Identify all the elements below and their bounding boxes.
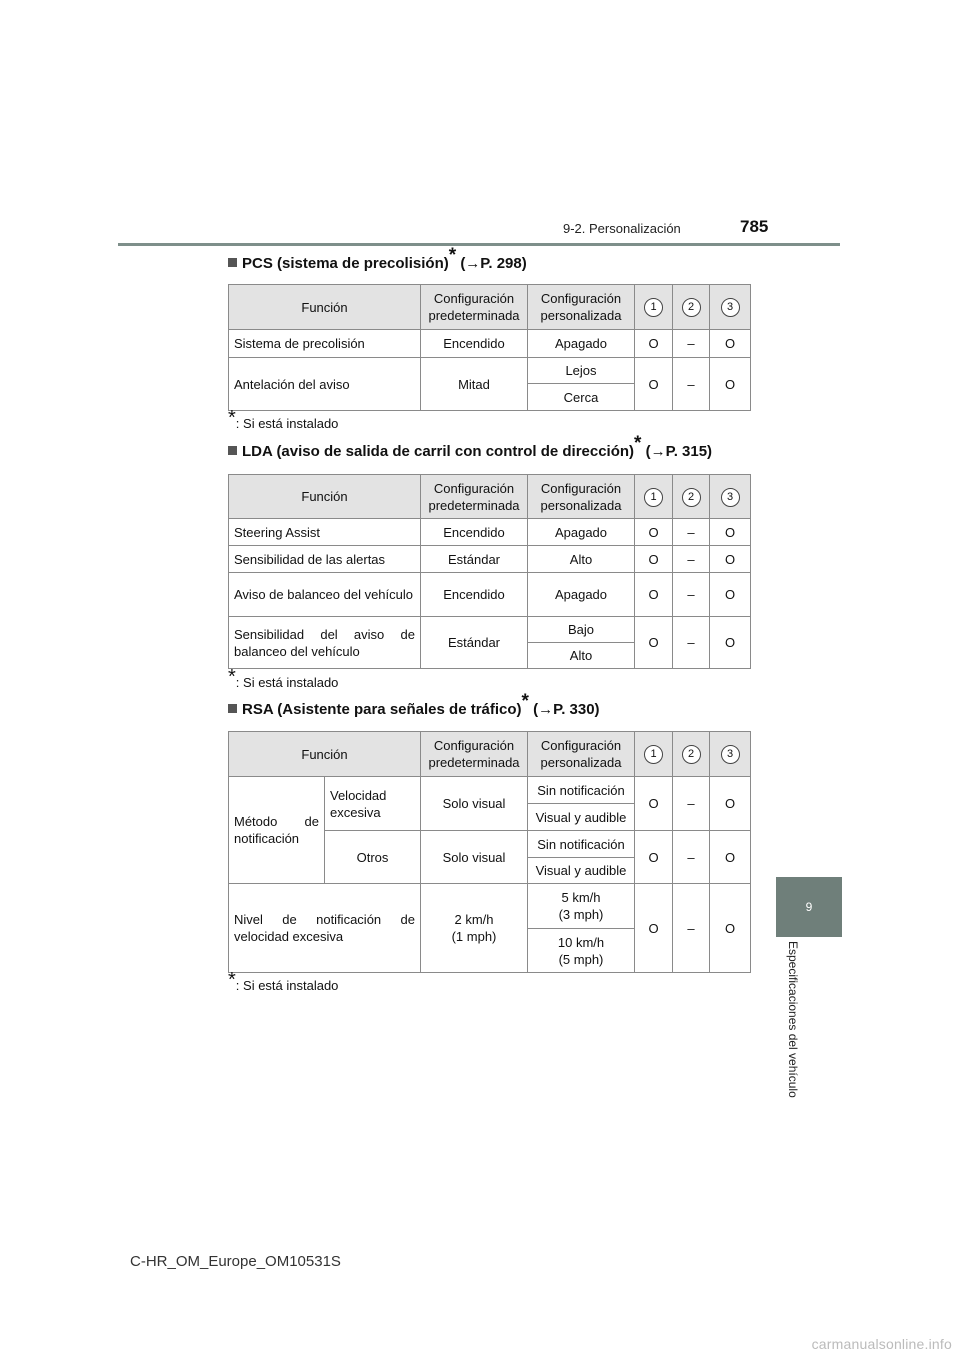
footnote-text: : Si está instalado <box>235 978 339 993</box>
table-header-row <box>229 475 751 519</box>
cell-funcion: Aviso de balanceo del vehículo <box>229 573 421 617</box>
cell-c2: – <box>673 884 710 973</box>
col-3 <box>710 475 751 519</box>
rsa-table <box>228 731 751 973</box>
cell-custom <box>528 884 635 929</box>
cell-custom: Apagado <box>528 330 635 358</box>
cell-custom: Alto <box>528 643 635 669</box>
cell-custom: Alto <box>528 546 635 573</box>
col-default: Configuración predeterminada <box>421 732 528 777</box>
cell-c3: O <box>710 358 751 411</box>
col-2 <box>673 475 710 519</box>
cell-subfuncion: Otros <box>325 831 421 884</box>
circled-1-icon: 1 <box>644 298 663 317</box>
circled-1-icon: 1 <box>644 488 663 507</box>
table-row <box>229 519 751 546</box>
page-reference: (→P. 330) <box>533 701 600 718</box>
cell-funcion: Sensibilidad del aviso de balanceo del vehículo <box>229 617 421 669</box>
custom-line-2: (3 mph) <box>558 907 604 922</box>
table-row <box>229 617 751 643</box>
chapter-tab: 9 <box>776 877 842 937</box>
cell-c3: O <box>710 777 751 831</box>
asterisk-icon: * <box>521 691 529 712</box>
col-funcion: Función <box>229 475 421 519</box>
cell-c1: O <box>635 777 673 831</box>
table-row <box>229 546 751 573</box>
cell-custom: Apagado <box>528 573 635 617</box>
circled-3-icon: 3 <box>721 298 740 317</box>
cell-default: Mitad <box>421 358 528 411</box>
table-header-row <box>229 285 751 330</box>
cell-default: Solo visual <box>421 831 528 884</box>
asterisk-icon: * <box>228 969 236 991</box>
table-row <box>229 358 751 384</box>
cell-funcion: Antelación del aviso <box>229 358 421 411</box>
cell-c1: O <box>635 358 673 411</box>
lda-table <box>228 474 751 669</box>
footnote-text: : Si está instalado <box>235 675 339 690</box>
cell-custom: Visual y audible <box>528 804 635 831</box>
circled-2-icon: 2 <box>682 745 701 764</box>
table-row <box>229 330 751 358</box>
custom-line-2: (5 mph) <box>558 951 604 967</box>
section-title-text: LDA (aviso de salida de carril con control de dirección) <box>242 443 635 460</box>
cell-funcion: Nivel de notificación de velocidad excesiva <box>229 884 421 973</box>
pcs-table <box>228 284 751 411</box>
cell-custom: Visual y audible <box>528 858 635 884</box>
cell-custom <box>528 929 635 973</box>
section-header: 9-2. Personalización <box>563 221 681 236</box>
cell-custom: Sin notificación <box>528 777 635 804</box>
cell-custom: Lejos <box>528 358 635 384</box>
cell-c1: O <box>635 884 673 973</box>
cell-default: Encendido <box>421 519 528 546</box>
chapter-label-text: Especificaciones del vehículo <box>786 941 800 1098</box>
cell-c2: – <box>673 546 710 573</box>
cell-c2: – <box>673 519 710 546</box>
col-2 <box>673 732 710 777</box>
custom-line-1: 10 km/h <box>557 934 605 950</box>
bullet-square-icon <box>228 704 237 713</box>
table-row <box>229 573 751 617</box>
cell-custom: Cerca <box>528 384 635 411</box>
cell-funcion: Sensibilidad de las alertas <box>229 546 421 573</box>
col-funcion: Función <box>229 285 421 330</box>
circled-2-icon: 2 <box>682 488 701 507</box>
table-row <box>229 884 751 929</box>
footer-doc-code: C-HR_OM_Europe_OM10531S <box>130 1253 341 1270</box>
cell-c3: O <box>710 617 751 669</box>
cell-c2: – <box>673 573 710 617</box>
cell-c3: O <box>710 519 751 546</box>
footnote <box>228 666 339 690</box>
col-1 <box>635 475 673 519</box>
cell-c2: – <box>673 358 710 411</box>
cell-custom: Bajo <box>528 617 635 643</box>
col-2 <box>673 285 710 330</box>
circled-1-icon: 1 <box>644 745 663 764</box>
cell-funcion: Steering Assist <box>229 519 421 546</box>
col-default: Configuración predeterminada <box>421 285 528 330</box>
col-3 <box>710 732 751 777</box>
header-rule <box>118 243 840 246</box>
cell-c1: O <box>635 617 673 669</box>
cell-c1: O <box>635 573 673 617</box>
default-line-2: (1 mph) <box>451 929 497 944</box>
page-number: 785 <box>740 217 769 236</box>
cell-c1: O <box>635 546 673 573</box>
col-custom: Configuración personalizada <box>528 732 635 777</box>
col-1 <box>635 285 673 330</box>
page-reference: (→P. 298) <box>460 255 527 272</box>
cell-c3: O <box>710 573 751 617</box>
cell-c2: – <box>673 330 710 358</box>
col-1 <box>635 732 673 777</box>
circled-2-icon: 2 <box>682 298 701 317</box>
custom-line-1: 5 km/h <box>561 890 601 905</box>
asterisk-icon: * <box>228 666 236 688</box>
section-title-text: RSA (Asistente para señales de tráfico) <box>242 701 522 718</box>
chapter-label <box>786 941 808 1121</box>
footnote <box>228 969 339 993</box>
section-title-lda <box>228 433 713 460</box>
col-default: Configuración predeterminada <box>421 475 528 519</box>
cell-c2: – <box>673 831 710 884</box>
asterisk-icon: * <box>228 407 236 429</box>
col-funcion: Función <box>229 732 421 777</box>
cell-default: Estándar <box>421 546 528 573</box>
cell-funcion: Sistema de precolisión <box>229 330 421 358</box>
footnote <box>228 407 339 431</box>
bullet-square-icon <box>228 258 237 267</box>
cell-default: Estándar <box>421 617 528 669</box>
footer-watermark: carmanualsonline.info <box>811 1336 952 1352</box>
cell-funcion: Método de notificación <box>229 777 325 884</box>
cell-c2: – <box>673 777 710 831</box>
table-row <box>229 777 751 804</box>
section-title-rsa <box>228 691 600 718</box>
circled-3-icon: 3 <box>721 745 740 764</box>
cell-default: Encendido <box>421 330 528 358</box>
col-custom: Configuración personalizada <box>528 475 635 519</box>
cell-default: Encendido <box>421 573 528 617</box>
page-reference: (→P. 315) <box>645 443 713 460</box>
cell-subfuncion: Velocidad excesiva <box>325 777 421 831</box>
cell-c3: O <box>710 546 751 573</box>
cell-custom: Sin notificación <box>528 831 635 858</box>
asterisk-icon: * <box>634 433 642 454</box>
cell-c3: O <box>710 831 751 884</box>
section-title-text: PCS (sistema de precolisión) <box>242 255 449 272</box>
table-header-row <box>229 732 751 777</box>
cell-custom: Apagado <box>528 519 635 546</box>
cell-c3: O <box>710 884 751 973</box>
default-line-1: 2 km/h <box>454 912 494 927</box>
section-title-pcs <box>228 245 527 272</box>
asterisk-icon: * <box>448 245 457 266</box>
cell-default <box>421 884 528 973</box>
bullet-square-icon <box>228 446 237 455</box>
col-3 <box>710 285 751 330</box>
cell-c1: O <box>635 519 673 546</box>
cell-c1: O <box>635 831 673 884</box>
circled-3-icon: 3 <box>721 488 740 507</box>
cell-c2: – <box>673 617 710 669</box>
cell-c1: O <box>635 330 673 358</box>
cell-c3: O <box>710 330 751 358</box>
col-custom: Configuración personalizada <box>528 285 635 330</box>
cell-default: Solo visual <box>421 777 528 831</box>
footnote-text: : Si está instalado <box>235 416 339 431</box>
